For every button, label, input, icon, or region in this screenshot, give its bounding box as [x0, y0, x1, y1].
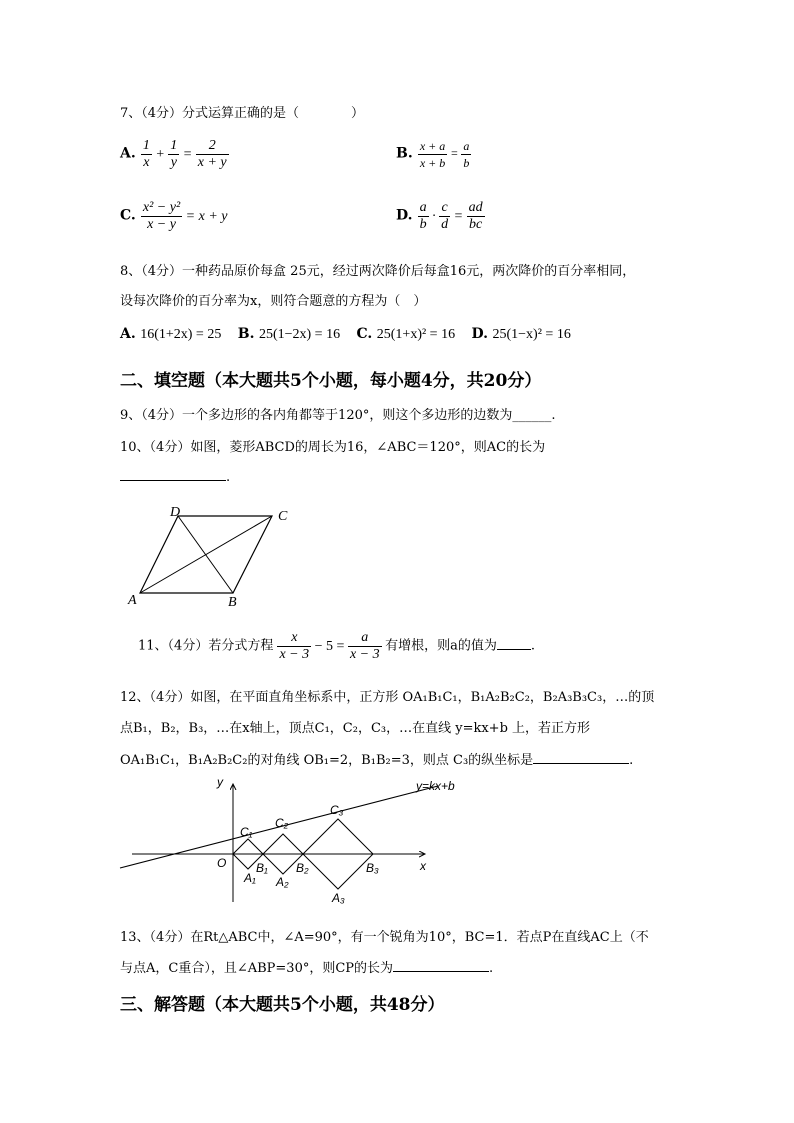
frac-num: x² − y² — [142, 200, 181, 215]
squares-coordinate-figure — [110, 772, 480, 912]
frac-num: 2 — [196, 138, 229, 155]
option-label: C. — [356, 326, 373, 342]
q8-stem-line2: 设每次降价的百分率为x，则符合题意的方程为（ ） — [120, 294, 427, 309]
q11-mid: − 5 = — [314, 638, 345, 654]
op: · — [432, 208, 436, 224]
q12-line2: 点B₁，B₂，B₃，…在x轴上，顶点C₁，C₂，C₃，…在直线 y=kx+b 上，若正方形 — [120, 721, 591, 736]
label-c1: C₁ — [240, 825, 253, 839]
q13-line2: 与点A，C重合），且∠ABP=30°，则CP的长为 . — [120, 961, 494, 976]
op: = — [450, 146, 459, 161]
option-expr: 25(1−2x) = 16 — [258, 327, 341, 342]
q10-stem: 10、（4分）如图，菱形ABCD的周长为16，∠ABC＝120°，则AC的长为 — [120, 440, 546, 455]
label-b1: B₁ — [256, 861, 268, 875]
section-3-heading: 三、解答题（本大题共5个小题，共48分） — [120, 995, 445, 1015]
frac-den: bc — [468, 217, 483, 232]
q7-stem: 7、（4分）分式运算正确的是（ ） — [120, 106, 365, 121]
option-expr: 25(1−x)² = 16 — [492, 327, 571, 342]
op: = — [182, 146, 193, 162]
frac-num: 1 — [142, 138, 150, 153]
label-x: x — [420, 859, 426, 873]
option-expr: 16(1+2x) = 25 — [140, 327, 222, 342]
option-label: B. — [237, 326, 255, 342]
frac-den: y — [170, 155, 177, 170]
q10-answer: . — [120, 470, 230, 485]
diagonal-bd — [178, 516, 233, 593]
frac-den: x − 3 — [349, 647, 380, 662]
frac-num: ad — [468, 200, 483, 215]
frac-num: a — [419, 200, 427, 215]
label-b2: B₂ — [296, 861, 309, 875]
frac-den: x + b — [419, 156, 446, 170]
q11-pre: 11、（4分）若分式方程 — [138, 638, 274, 654]
rhombus-figure — [120, 498, 320, 610]
option-label: D. — [396, 207, 413, 224]
frac-den: x + y — [197, 155, 227, 170]
q9-text: 9、（4分）一个多边形的各内角都等于120°，则这个多边形的边数为______. — [120, 408, 556, 423]
frac-num: x — [277, 630, 311, 647]
q7-option-b — [396, 138, 471, 171]
label-line: y=kx+b — [416, 779, 455, 793]
option-label: B. — [396, 145, 413, 162]
frac-num: a — [348, 630, 382, 647]
frac-num: 1 — [170, 138, 178, 153]
label-c: C — [278, 509, 288, 524]
option-label: A. — [120, 145, 136, 162]
op: = — [453, 208, 464, 224]
label-c2: C₂ — [275, 816, 289, 830]
q7-option-a — [120, 138, 229, 171]
frac-den: d — [441, 217, 449, 232]
q13-line1: 13、（4分）在Rt△ABC中，∠A=90°，有一个锐角为10°，BC=1．若点P在直线AC上（不 — [120, 930, 649, 945]
answer-blank — [393, 971, 489, 972]
answer-blank — [120, 480, 226, 481]
answer-blank — [497, 649, 531, 650]
label-y: y — [217, 775, 223, 789]
label-a: A — [128, 593, 137, 608]
option-label: C. — [120, 207, 136, 224]
frac-den: b — [463, 156, 470, 170]
label-c3: C₃ — [330, 803, 344, 817]
frac-num: a — [463, 139, 470, 153]
q12-line3: OA₁B₁C₁，B₁A₂B₂C₂的对角线 OB₁=2，B₁B₂=3，则点 C₃的纵坐标是 . — [120, 753, 634, 768]
option-label: D. — [471, 326, 489, 342]
q12-line1: 12、（4分）如图，在平面直角坐标系中，正方形 OA₁B₁C₁，B₁A₂B₂C₂，B₂A₃B₃C₃，…的顶 — [120, 690, 655, 705]
label-b: B — [228, 595, 237, 610]
frac-den: x − 3 — [279, 647, 310, 662]
frac-den: x — [143, 155, 150, 170]
q11-post: 有增根，则a的值为 — [385, 638, 497, 654]
label-a2: A₂ — [276, 875, 289, 889]
frac-num: x + a — [419, 139, 446, 153]
section-2-heading: 二、填空题（本大题共5个小题，每小题4分，共20分） — [120, 371, 542, 391]
option-label: A. — [120, 326, 136, 342]
frac-den: x − y — [147, 217, 176, 232]
frac-num: c — [439, 200, 450, 217]
label-a1: A₁ — [244, 871, 256, 885]
label-o: O — [217, 856, 227, 870]
label-d: D — [170, 505, 181, 520]
option-expr: 25(1+x)² = 16 — [376, 327, 456, 342]
q8-options — [120, 326, 571, 343]
label-b3: B₃ — [366, 861, 379, 875]
answer-blank — [533, 763, 629, 764]
q11-text: 11、（4分）若分式方程 $\frac{x}{x - 3}$ − 5 = $\frac{a}{x - 3}$ 有增根，则a的值为 . — [138, 630, 536, 662]
q8-stem-line1: 8、（4分）一种药品原价每盒 25元，经过两次降价后每盒16元，两次降价的百分率相同， — [120, 264, 636, 279]
q7-option-d — [396, 200, 485, 233]
frac-den: b — [419, 217, 427, 232]
op: + — [155, 146, 165, 162]
label-a3: A₃ — [332, 891, 345, 905]
q7-option-c — [120, 200, 227, 233]
rhs: = x + y — [185, 208, 228, 224]
